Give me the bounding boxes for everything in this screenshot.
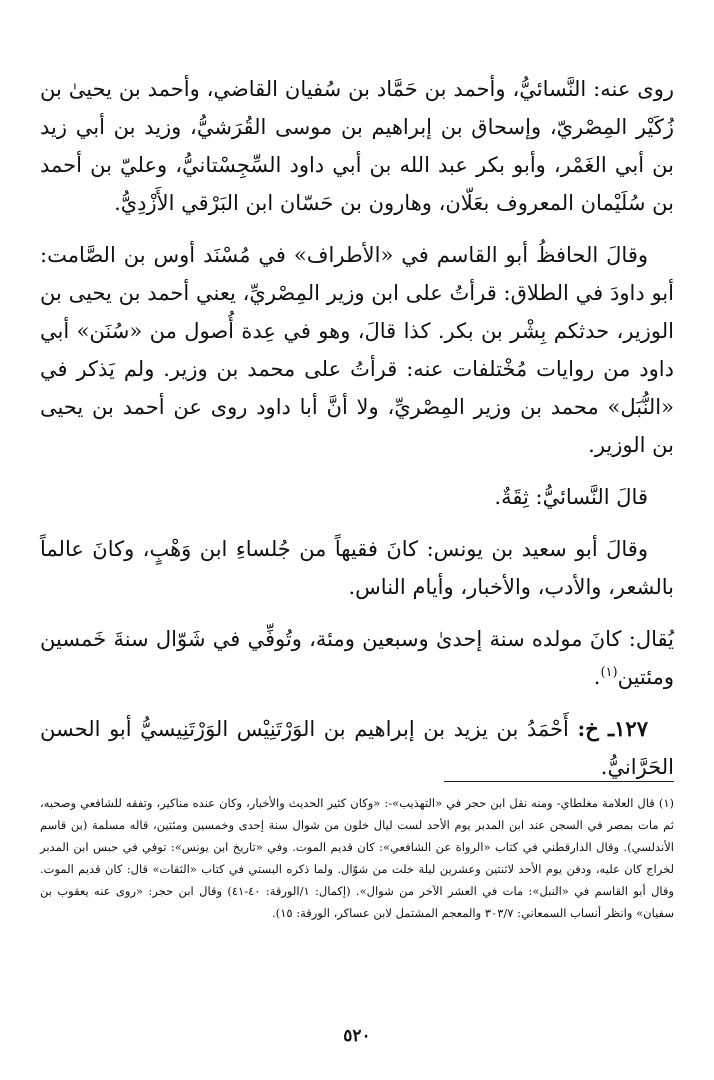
footnote-reference[interactable]: (١): [600, 665, 618, 680]
footnote-divider: [444, 781, 674, 782]
main-text-block: [40, 70, 674, 800]
paragraph-atraf: وقالَ الحافظُ أبو القاسم في «الأطراف» في مُسْنَد أوس بن الصَّامت: أبو داودَ في الطلاق: قرأتُ على ابن وزير المِصْريِّ، يعني أحمد بن يحيى بن الوزير، حدثكم بِشْر بن بكر. كذا قالَ، وهو في عِدة أُصول من «سُنَن» أبي داود من روايات مُخْتلفات عنه: قرأتُ على محمد بن وزير. ولم يَذكر في «النُّبَل» محمد بن وزير المِصْريِّ، ولا أنَّ أبا داود روى عن أحمد بن يحيى بن الوزير.: [40, 243, 674, 457]
paragraph-narrators: روى عنه: النَّسائيُّ، وأحمد بن حَمَّاد بن سُفيان القاضي، وأحمد بن يحيىٰ بن زُكَيْر المِصْريّ، وإسحاق بن إبراهيم بن موسى القُرَشيُّ، وزيد بن أبي زيد بن أبي الغَمْر، وأبو بكر عبد الله بن أبي داود السِّجِسْتانيُّ، وعليّ بن أحمد بن سُلَيْمان المعروف بعَلّان، وهارون بن حَسّان ابن البَرْقي الأَزْدِيُّ.: [40, 77, 674, 215]
paragraph-ibn-yunus: وقالَ أبو سعيد بن يونس: كانَ فقيهاً من جُلساءِ ابن وَهْبٍ، وكانَ عالماً بالشعر، والأدب، والأخبار، وأيام الناس.: [40, 537, 674, 599]
entry-number: ١٢٧ـ خ:: [577, 716, 648, 741]
paragraph-nasai: قالَ النَّسائيُّ: ثِقَةٌ.: [494, 485, 648, 509]
footnote-block: [40, 792, 674, 924]
footnote-text: (١) قال العلامة مغلطاي- ومنه نقل ابن حجر في «التهذيب»-: «وكان كثير الحديث والأخبار، وكان عنده مناكير، وتفقه للشافعي وصحبه، ثم مات بمصر في السجن عند ابن المدبر يوم الأحد لست ليال خلون من شوال سنة إحدى وخمسين ومئتين، قاله مسلمة (بن قاسم الأندلسي). وقال الدارقطني في كتاب «الرواة عن الشافعي»: كان قديم الموت. وفي «تاريخ ابن يونس»: توفي في حبس ابن المدبر لخراج كان عليه، ودفن يوم الأحد لاثنتين وعشرين ليلة خلت من شوّال. ولما ذكره البستي في كتاب «الثقات» قال: كان قديم الموت. وقال أبو القاسم في «النبل»: مات في العشر الآخر من شوال». (إكمال: ١/الورقة: ٤٠-٤١) وقال ابن حجر: «روى عنه يعقوب بن سفيان» وانظر أنساب السمعاني: ٣٠٣/٧ والمعجم المشتمل لابن عساكر، الورقة: ١٥).: [40, 796, 674, 920]
page-number: ٥٢٠: [343, 1026, 371, 1046]
entry-text: أَحْمَدُ بن يزيد بن إبراهيم بن الوَرْتَنِيْس الوَرْتَنِيسيُّ أبو الحسن الحَرَّانيُّ.: [40, 717, 674, 779]
body-paragraphs: [40, 70, 674, 786]
death-date-text: يُقال: كانَ مولده سنة إحدىٰ وسبعين ومئة، وتُوفِّي في شَوّال سنةَ خَمسين ومئتين: [40, 627, 674, 689]
entry-127: [40, 710, 674, 786]
paragraph-death-date: يُقال: كانَ مولده سنة إحدىٰ وسبعين ومئة، وتُوفِّي في شَوّال سنةَ خَمسين ومئتين$^{(١)}$.: [40, 627, 674, 689]
